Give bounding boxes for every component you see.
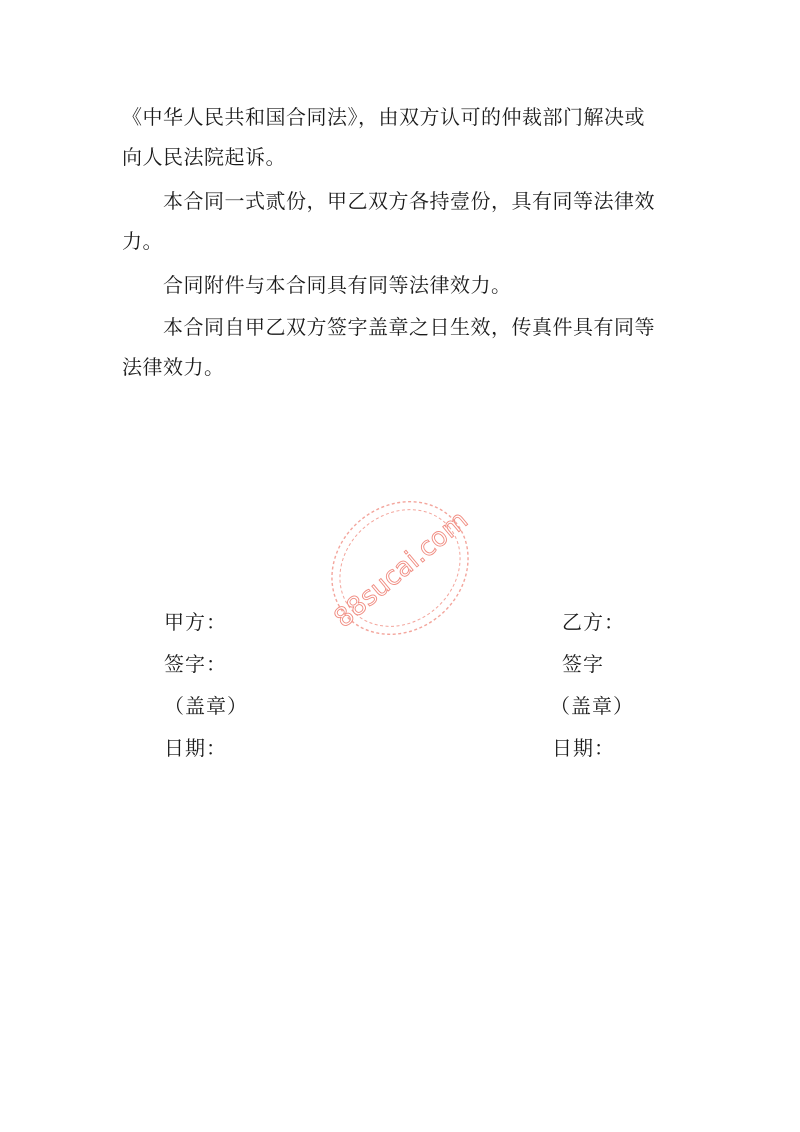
paragraph-line: 本合同一式贰份，甲乙双方各持壹份，具有同等法律效 [163,189,655,213]
paragraph-dispute-resolution [122,97,702,177]
paragraph-effective-date [122,307,702,387]
paragraph-attachments [122,265,702,305]
watermark-stamp [320,488,480,648]
paragraph-line: 力。 [122,229,163,253]
paragraph-line: 本合同自甲乙双方签字盖章之日生效，传真件具有同等 [163,315,655,339]
party-a-seal-label: （盖章） [164,694,248,718]
paragraph-line: 法律效力。 [122,355,225,379]
watermark-text: 88sucai.com [328,505,474,634]
paragraph-line: 合同附件与本合同具有同等法律效力。 [163,273,512,297]
party-a-date-label: 日期： [164,736,227,760]
party-a-label: 甲方： [164,610,227,634]
paragraph-line: 《中华人民共和国合同法》，由双方认可的仲裁部门解决或 [122,105,645,129]
paragraph-copies [122,181,702,261]
party-b-sign-label: 签字 [562,652,604,676]
party-a-sign-label: 签字： [164,652,227,676]
party-b-seal-label: （盖章） [550,694,634,718]
party-b-label: 乙方： [562,610,625,634]
paragraph-line: 向人民法院起诉。 [122,145,286,169]
party-b-date-label: 日期： [552,736,615,760]
